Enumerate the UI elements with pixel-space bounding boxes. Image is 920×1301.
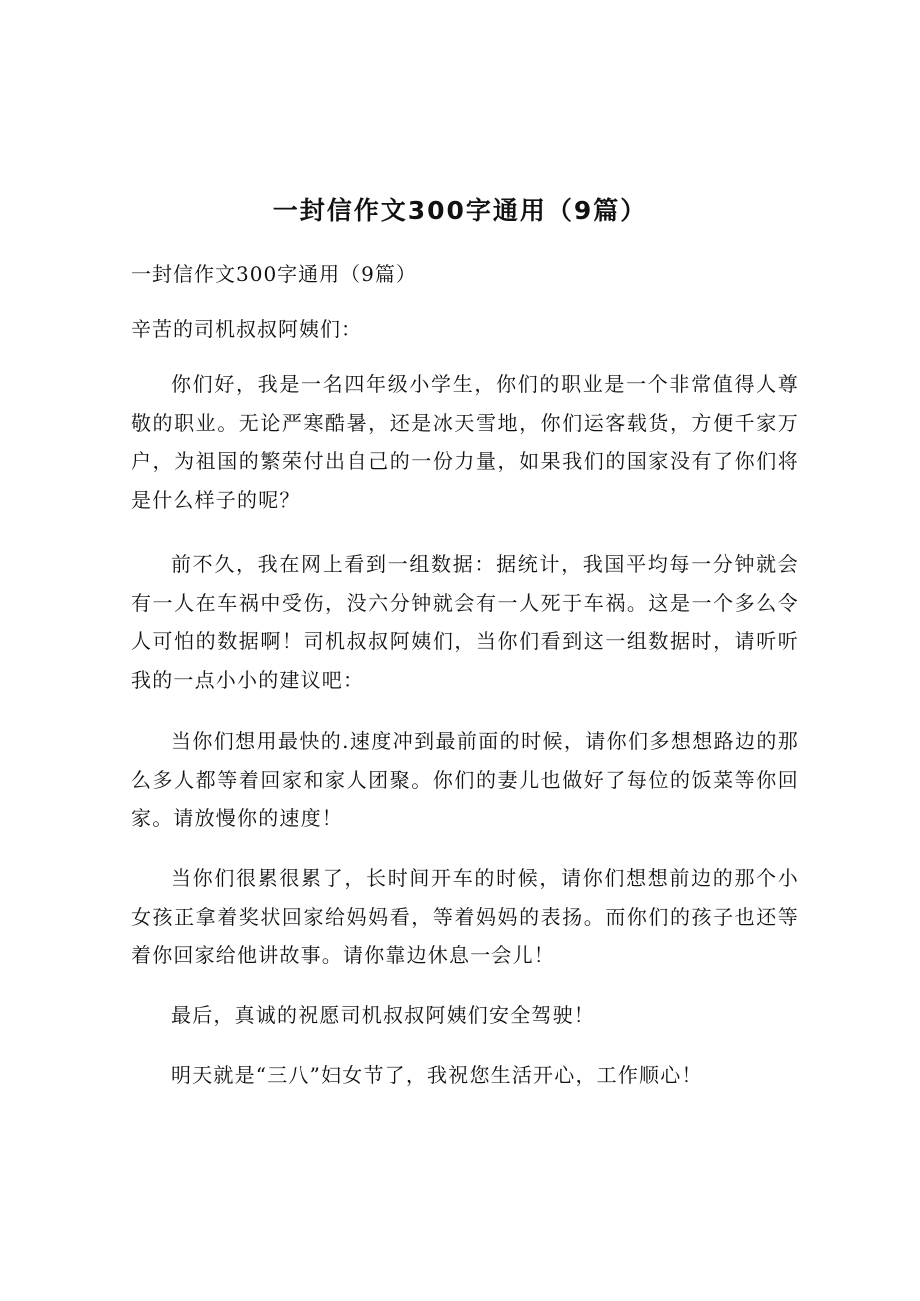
letter-holiday-greeting: 明天就是“三八”妇女节了，我祝您生活开心，工作顺心！	[171, 1063, 703, 1087]
letter-paragraph: 当你们想用最快的.速度冲到最前面的时候，请你们多想想路边的那么多人都等着回家和家人团聚。你们的妻儿也做好了每位的饭菜等你回家。请放慢你的速度！	[131, 729, 799, 830]
letter-paragraph: 前不久，我在网上看到一组数据：据统计，我国平均每一分钟就会有一人在车祸中受伤，没六分钟就会有一人死于车祸。这是一个多么令人可怕的数据啊！司机叔叔阿姨们，当你们看到这一组数据时，请听听我的一点小小的建议吧：	[131, 552, 799, 692]
letter-salutation: 辛苦的司机叔叔阿姨们：	[131, 317, 362, 341]
document-subtitle: 一封信作文300字通用（9篇）	[131, 262, 417, 286]
document-title: 一封信作文300字通用（9篇）	[272, 196, 648, 225]
letter-closing-wish: 最后，真诚的祝愿司机叔叔阿姨们安全驾驶！	[171, 1003, 595, 1027]
letter-paragraph: 你们好，我是一名四年级小学生，你们的职业是一个非常值得人尊敬的职业。无论严寒酷暑，还是冰天雪地，你们运客载货，方便千家万户，为祖国的繁荣付出自己的一份力量，如果我们的国家没有了你们将是什么样子的呢？	[131, 372, 799, 512]
letter-paragraph: 当你们很累很累了，长时间开车的时候，请你们想想前边的那个小女孩正拿着奖状回家给妈妈看，等着妈妈的表扬。而你们的孩子也还等着你回家给他讲故事。请你靠边休息一会儿！	[131, 866, 799, 967]
